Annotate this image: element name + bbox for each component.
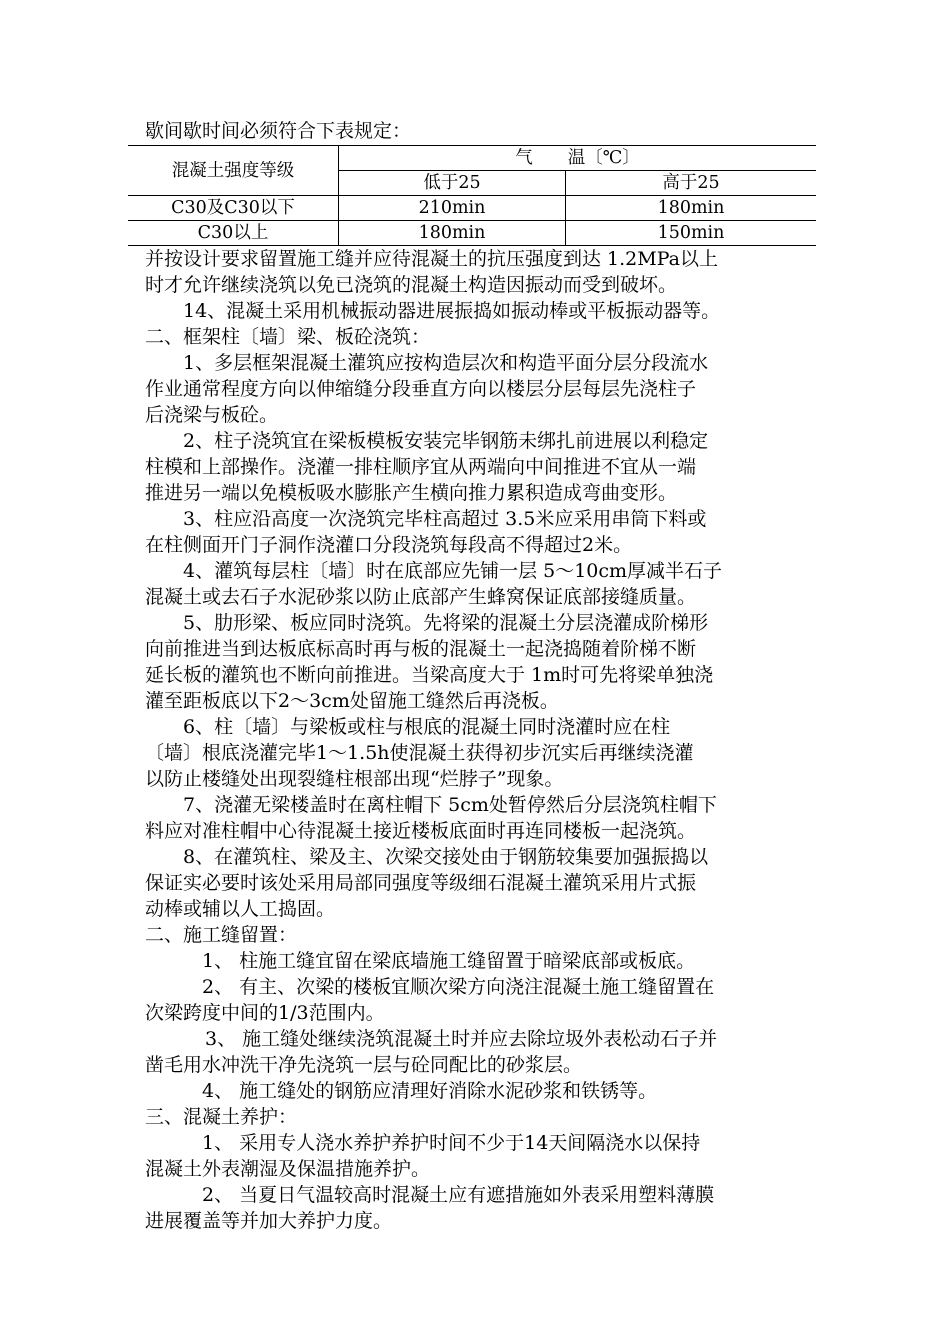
text-line: 混凝土或去石子水泥砂浆以防止底部产生蜂窝保证底部接缝质量。: [145, 586, 697, 608]
text-line: 〔墙〕根底浇灌完毕1～1.5h使混凝土获得初步沉实后再继续浇灌: [145, 742, 694, 764]
high-temp-cell: 150min: [566, 221, 817, 246]
text-line: 柱模和上部操作。浇灌一排柱顺序宜从两端向中间推进不宜从一端: [145, 456, 697, 478]
text-line: 5、肋形梁、板应同时浇筑。先将梁的混凝土分层浇灌成阶梯形: [183, 612, 709, 634]
text-line: 并按设计要求留置施工缝并应待混凝土的抗压强度到达 1.2MPa以上: [145, 248, 718, 270]
grade-cell: C30以上: [128, 221, 339, 246]
table-intro: 歇间歇时间必须符合下表规定：: [145, 120, 412, 142]
temperature-header: 气 温〔℃〕: [339, 146, 817, 171]
text-line: 时才允许继续浇筑以免已浇筑的混凝土构造因振动而受到破坏。: [145, 274, 678, 296]
text-line: 延长板的灌筑也不断向前推进。当梁高度大于 1m时可先将梁单独浇: [145, 664, 714, 686]
text-line: 推进另一端以免模板吸水膨胀产生横向推力累积造成弯曲变形。: [145, 482, 678, 504]
text-line: 3、 施工缝处继续浇筑混凝土时并应去除垃圾外表松动石子并: [205, 1028, 718, 1050]
text-line: 混凝土外表潮湿及保温措施养护。: [145, 1158, 431, 1180]
section-heading: 二、施工缝留置：: [145, 924, 298, 946]
section-heading: 二、框架柱〔墙〕梁、板砼浇筑：: [145, 326, 431, 348]
document-page: [145, 118, 817, 1234]
text-line: 4、 施工缝处的钢筋应清理好消除水泥砂浆和铁锈等。: [202, 1080, 658, 1102]
text-line: 向前推进当到达板底标高时再与板的混凝土一起浇捣随着阶梯不断: [145, 638, 697, 660]
body-text: [145, 246, 817, 1234]
text-line: 凿毛用水冲洗干净先浇筑一层与砼同配比的砂浆层。: [145, 1054, 583, 1076]
grade-cell: C30及C30以下: [128, 196, 339, 221]
table-row: [128, 196, 816, 221]
text-line: 以防止楼缝处出现裂缝柱根部出现“烂脖子”现象。: [145, 768, 564, 790]
text-line: 2、 有主、次梁的楼板宜顺次梁方向浇注混凝土施工缝留置在: [202, 976, 715, 998]
text-line: 次梁跨度中间的1/3范围内。: [145, 1002, 385, 1024]
text-line: 后浇梁与板砼。: [145, 404, 279, 426]
text-line: 7、浇灌无梁楼盖时在离柱帽下 5cm处暂停然后分层浇筑柱帽下: [183, 794, 717, 816]
text-line: 1、 柱施工缝宜留在梁底墙施工缝留置于暗梁底部或板底。: [202, 950, 696, 972]
text-line: 6、柱〔墙〕与梁板或柱与根底的混凝土同时浇灌时应在柱: [183, 716, 671, 738]
low-temp-cell: 210min: [339, 196, 566, 221]
text-line: 2、柱子浇筑宜在梁板模板安装完毕钢筋未绑扎前进展以利稳定: [183, 430, 709, 452]
text-line: 保证实必要时该处采用局部同强度等级细石混凝土灌筑采用片式振: [145, 872, 697, 894]
high-temp-header: 高于25: [566, 171, 817, 196]
text-line: 2、 当夏日气温较高时混凝土应有遮措施如外表采用塑料薄膜: [202, 1184, 715, 1206]
low-temp-header: 低于25: [339, 171, 566, 196]
text-line: 4、灌筑每层柱〔墙〕时在底部应先铺一层 5～10cm厚减半石子: [183, 560, 723, 582]
interval-time-table: [128, 145, 816, 246]
text-line: 1、 采用专人浇水养护养护时间不少于14天间隔浇水以保持: [202, 1132, 701, 1154]
text-line: 动棒或辅以人工捣固。: [145, 898, 336, 920]
text-line: 进展覆盖等并加大养护力度。: [145, 1210, 393, 1232]
text-line: 作业通常程度方向以伸缩缝分段垂直方向以楼层分层每层先浇柱子: [145, 378, 697, 400]
text-line: 8、在灌筑柱、梁及主、次梁交接处由于钢筋较集要加强振捣以: [183, 846, 709, 868]
high-temp-cell: 180min: [566, 196, 817, 221]
grade-header: 混凝土强度等级: [128, 146, 339, 196]
text-line: 在柱侧面开门子洞作浇灌口分段浇筑每段高不得超过2米。: [145, 534, 633, 556]
text-line: 14、混凝土采用机械振动器进展振捣如振动棒或平板振动器等。: [183, 300, 721, 322]
text-line: 1、多层框架混凝土灌筑应按构造层次和构造平面分层分段流水: [183, 352, 709, 374]
text-line: 料应对准柱帽中心待混凝土接近楼板底面时再连同楼板一起浇筑。: [145, 820, 697, 842]
text-line: 灌至距板底以下2～3cm处留施工缝然后再浇板。: [145, 690, 559, 712]
low-temp-cell: 180min: [339, 221, 566, 246]
table-row: [128, 221, 816, 246]
section-heading: 三、混凝土养护：: [145, 1106, 298, 1128]
text-line: 3、柱应沿高度一次浇筑完毕柱高超过 3.5米应采用串筒下料或: [183, 508, 707, 530]
